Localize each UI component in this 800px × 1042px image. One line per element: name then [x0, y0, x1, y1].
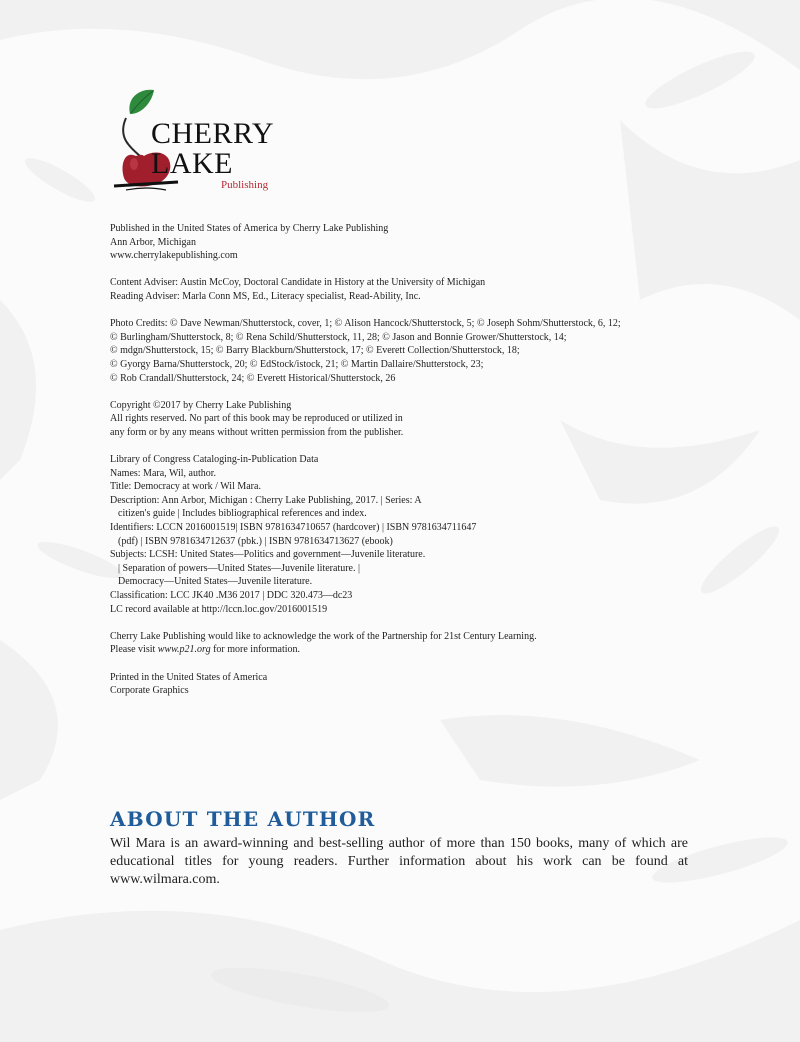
cataloging-line: LC record available at http://lccn.loc.gov/2016001519: [110, 603, 328, 615]
content-adviser: Content Adviser: Austin McCoy, Doctoral Candidate in History at the University of Michigan: [110, 277, 486, 289]
acknowledgment-prefix: Please visit: [110, 644, 158, 656]
publisher-line: Published in the United States of America by Cherry Lake Publishing: [110, 223, 389, 234]
cataloging-line: Names: Mara, Wil, author.: [110, 467, 217, 479]
printed-info: [110, 671, 690, 698]
cataloging-line: Classification: LCC JK40 .M36 2017 | DDC 320.473—dc23: [110, 590, 353, 602]
p21-link[interactable]: www.p21.org: [157, 644, 211, 656]
publisher-line: Ann Arbor, Michigan: [110, 236, 196, 248]
cataloging-line: (pdf) | ISBN 9781634712637 (pbk.) | ISBN 9781634713627 (ebook): [118, 535, 393, 547]
cataloging-line: Library of Congress Cataloging-in-Publication Data: [110, 454, 319, 466]
photo-credit-line: © Burlingham/Shutterstock, 8; © Rena Schild/Shutterstock, 11, 28; © Jason and Bonnie Grower/Shutterstock, 14;: [110, 331, 567, 343]
about-the-author: [110, 807, 688, 889]
publisher-website: www.cherrylakepublishing.com: [110, 250, 238, 262]
cataloging-line: Title: Democracy at work / Wil Mara.: [110, 481, 261, 493]
acknowledgment: [110, 630, 690, 657]
copyright-text: [110, 222, 690, 711]
cataloging-data: [110, 453, 690, 616]
cataloging-line: Subjects: LCSH: United States—Politics and government—Juvenile literature.: [110, 549, 426, 561]
cataloging-line: Democracy—United States—Juvenile literature.: [118, 576, 313, 588]
photo-credit-line: © mdgn/Shutterstock, 15; © Barry Blackburn/Shutterstock, 17; © Everett Collection/Shutterstock, 18;: [110, 345, 520, 357]
publisher-info: [110, 222, 690, 263]
photo-credit-line: © Rob Crandall/Shutterstock, 24; © Everett Historical/Shutterstock, 26: [110, 372, 396, 384]
copyright-line: any form or by any means without written permission from the publisher.: [110, 426, 404, 438]
cataloging-line: Description: Ann Arbor, Michigan : Cherry Lake Publishing, 2017. | Series: A: [110, 494, 422, 506]
cataloging-line: Identifiers: LCCN 2016001519| ISBN 9781634710657 (hardcover) | ISBN 9781634711647: [110, 522, 477, 534]
copyright-line: Copyright ©2017 by Cherry Lake Publishing: [110, 399, 292, 411]
advisers-info: [110, 276, 690, 303]
acknowledgment-line: [110, 643, 690, 657]
acknowledgment-line: Cherry Lake Publishing would like to acknowledge the work of the Partnership for 21st Century Learning.: [110, 630, 537, 642]
about-heading: ABOUT THE AUTHOR: [110, 807, 376, 831]
logo-wordmark-lake: LAKE: [151, 147, 233, 180]
copyright-notice: [110, 399, 690, 440]
logo-wordmark-publishing: Publishing: [221, 179, 269, 191]
cataloging-line: citizen's guide | Includes bibliographical references and index.: [118, 508, 367, 520]
acknowledgment-suffix: for more information.: [210, 644, 300, 656]
reading-adviser: Reading Adviser: Marla Conn MS, Ed., Literacy specialist, Read-Ability, Inc.: [110, 290, 421, 302]
printed-line: Corporate Graphics: [110, 685, 189, 697]
copyright-line: All rights reserved. No part of this book may be reproduced or utilized in: [110, 413, 403, 425]
logo-wordmark-cherry: CHERRY: [151, 117, 275, 150]
about-text: Wil Mara is an award-winning and best-selling author of more than 150 books, many of which are educational titles for young readers. Further information about his work can be found at www.wilmara.com.: [110, 836, 688, 887]
cataloging-line: | Separation of powers—United States—Juvenile literature. |: [118, 562, 360, 574]
printed-line: Printed in the United States of America: [110, 671, 268, 683]
photo-credit-line: © Gyorgy Barna/Shutterstock, 20; © EdStock/istock, 21; © Martin Dallaire/Shutterstock, 23;: [110, 358, 484, 370]
photo-credits: [110, 317, 690, 385]
publisher-logo: [106, 86, 286, 196]
photo-credit-line: Photo Credits: © Dave Newman/Shutterstock, cover, 1; © Alison Hancock/Shutterstock, 5; © Joseph Sohm/Shutterstock, 6, 12;: [110, 318, 621, 330]
